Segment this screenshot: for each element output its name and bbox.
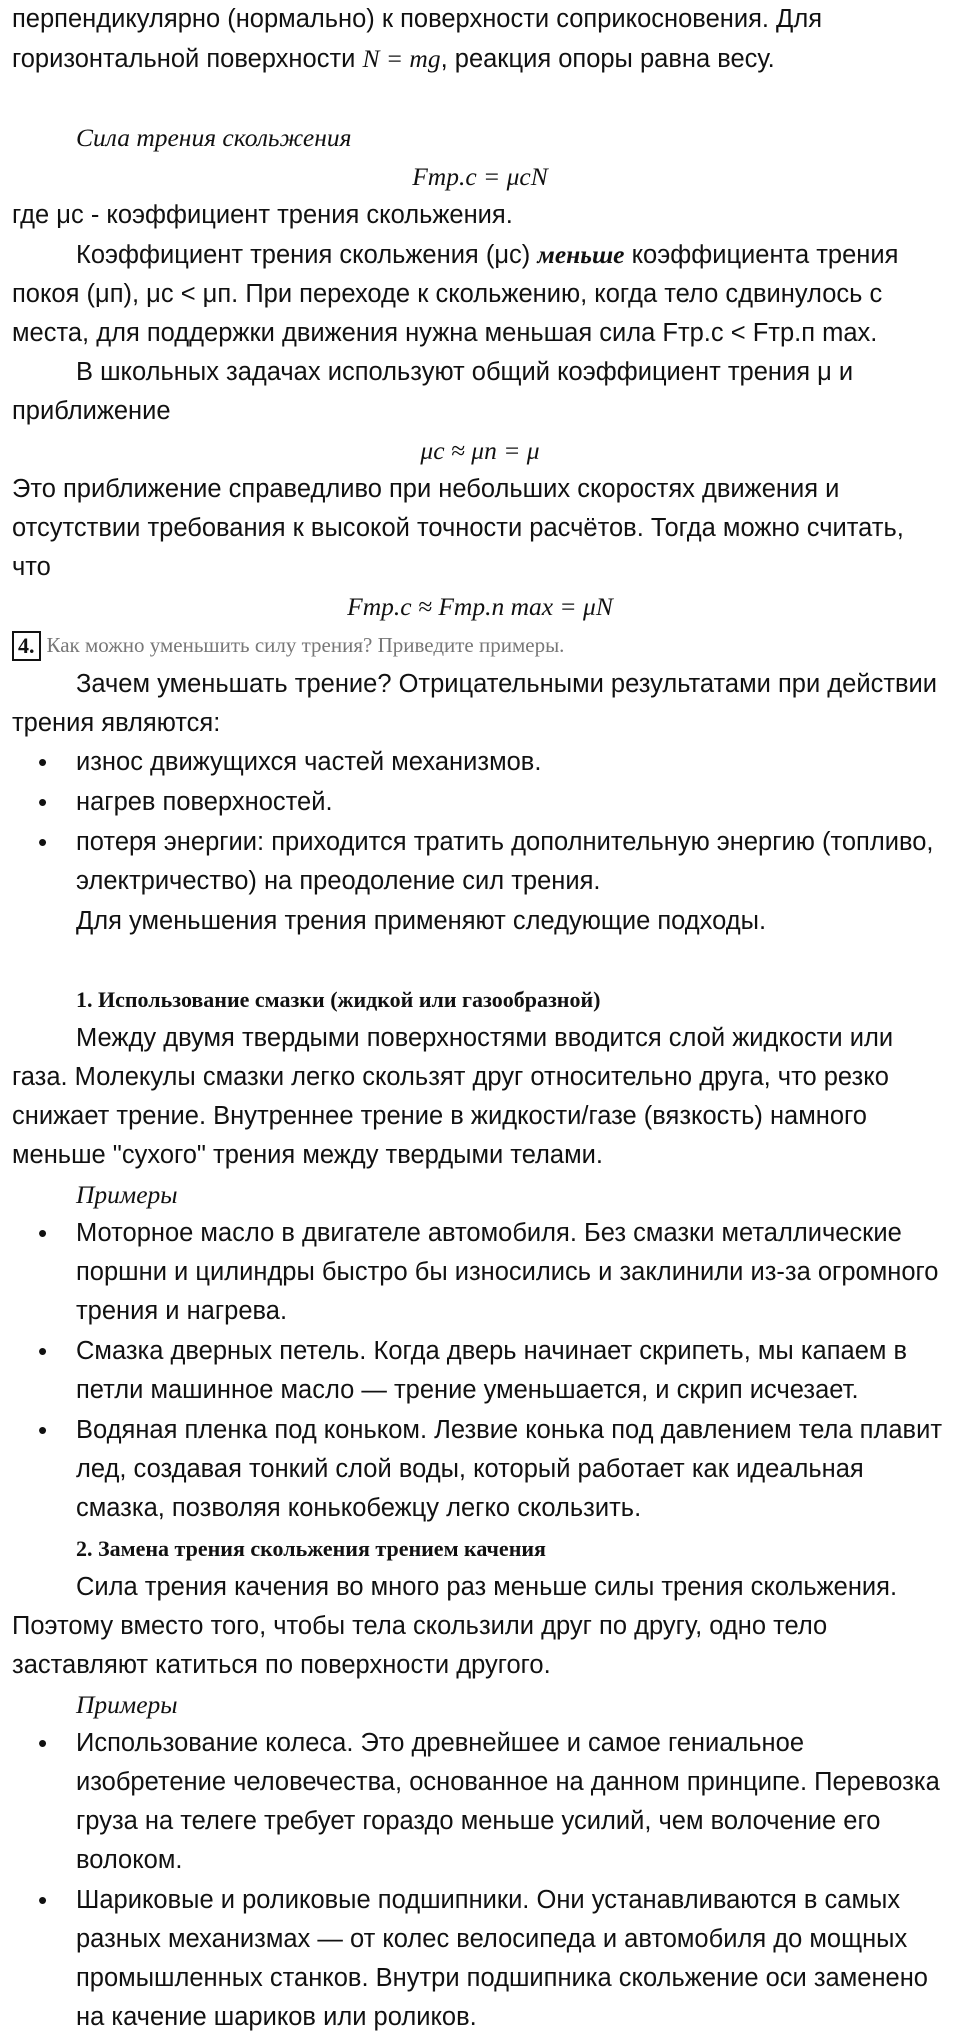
paragraph-line: места, для поддержки движения нужна меньшая сила Fтр.с < Fтр.п max.	[12, 319, 878, 347]
spacer	[12, 941, 948, 980]
paragraph-line: трения являются:	[12, 709, 221, 737]
list-item	[12, 1214, 948, 1331]
paragraph-line: Для уменьшения трения применяют следующие подходы.	[76, 907, 767, 935]
section-heading: 2. Замена трения скольжения трением качения	[76, 1536, 546, 1561]
spacer	[12, 79, 948, 118]
text-span: горизонтальной поверхности	[12, 45, 363, 73]
list-item-text: Шариковые и роликовые подшипники. Они устанавливаются в самых разных механизмах — от колес велосипеда и автомобиля до мощных промышленных станков. Внутри подшипника скольжение оси заменено на качение шариков или роликов.	[76, 1886, 928, 2031]
list-item-text: износ движущихся частей механизмов.	[76, 748, 542, 776]
paragraph-line	[12, 235, 948, 275]
paragraph-line: где μс - коэффициент трения скольжения.	[12, 201, 513, 229]
paragraph-line: перпендикулярно (нормально) к поверхности соприкосновения. Для	[12, 5, 823, 33]
list-item	[12, 783, 948, 822]
question-text: Как можно уменьшить силу трения? Приведите примеры.	[46, 633, 565, 657]
paragraph-line: В школьных задачах используют общий коэффициент трения μ и	[76, 358, 854, 386]
list-item-text: нагрев поверхностей.	[76, 788, 333, 816]
paragraph-line: приближение	[12, 397, 171, 425]
negatives-list	[12, 743, 948, 901]
bullet-icon: •	[38, 1728, 48, 1758]
list-item-text: Водяная пленка под коньком. Лезвие конька под давлением тела плавит лед, создавая тонкий слой воды, который работает как идеальная смазка, позволяя конькобежцу легко скользить.	[76, 1416, 943, 1522]
bullet-icon: •	[38, 787, 48, 817]
formula-inline: N = mg	[362, 44, 441, 73]
subsection-title: Сила трения скольжения	[76, 123, 352, 152]
bullet-icon: •	[38, 1885, 48, 1915]
paragraph-line	[12, 39, 948, 79]
section-heading: 1. Использование смазки (жидкой или газообразной)	[76, 987, 601, 1012]
section-paragraph: Сила трения качения во много раз меньше силы трения скольжения. Поэтому вместо того, чтобы тела скользили друг по другу, одно тело заставляют катиться по поверхности другого.	[12, 1573, 898, 1679]
paragraph-line: что	[12, 553, 51, 581]
document-page	[12, 0, 948, 2038]
paragraph-line: Зачем уменьшать трение? Отрицательными результатами при действии	[76, 670, 938, 698]
list-item	[12, 1724, 948, 1880]
bullet-icon: •	[38, 1415, 48, 1445]
bullet-icon: •	[38, 1218, 48, 1248]
examples-list	[12, 1724, 948, 2037]
text-span: Коэффициент трения скольжения (μс)	[76, 241, 538, 269]
formula-block: Fтр.с ≈ Fтр.п max = μN	[347, 592, 613, 621]
question-number: 4.	[12, 631, 41, 661]
section-paragraph: Между двумя твердыми поверхностями вводится слой жидкости или газа. Молекулы смазки легко скользят друг относительно друга, что резко снижает трение. Внутреннее трение в жидкости/газе (вязкость) намного меньше "сухого" трения между твердыми телами.	[12, 1024, 894, 1169]
text-span: , реакция опоры равна весу.	[440, 45, 775, 73]
bullet-icon: •	[38, 747, 48, 777]
question-row	[12, 626, 948, 665]
paragraph-line: отсутствии требования к высокой точности расчётов. Тогда можно считать,	[12, 514, 904, 542]
emphasis-text: меньше	[537, 240, 625, 269]
list-item-text: Моторное масло в двигателе автомобиля. Без смазки металлические поршни и цилиндры быстро бы износились и заклинили из-за огромного трения и нагрева.	[76, 1219, 939, 1325]
list-item-text: Использование колеса. Это древнейшее и самое гениальное изобретение человечества, основанное на данном принципе. Перевозка груза на телеге требует гораздо меньше усилий, чем волочение его волоком.	[76, 1729, 940, 1874]
formula-block: Fтр.с = μсN	[412, 162, 548, 191]
list-item-text: потеря энергии: приходится тратить дополнительную энергию (топливо, электричество) на преодоление сил трения.	[76, 828, 934, 895]
list-item	[12, 1332, 948, 1410]
paragraph-line: покоя (μп), μс < μп. При переходе к скольжению, когда тело сдвинулось с	[12, 280, 883, 308]
paragraph-line: Это приближение справедливо при небольших скоростях движения и	[12, 475, 840, 503]
examples-label: Примеры	[76, 1690, 178, 1719]
list-item	[12, 823, 948, 901]
bullet-icon: •	[38, 1336, 48, 1366]
examples-label: Примеры	[76, 1180, 178, 1209]
bullet-icon: •	[38, 827, 48, 857]
list-item-text: Смазка дверных петель. Когда дверь начинает скрипеть, мы капаем в петли машинное масло — трение уменьшается, и скрип исчезает.	[76, 1337, 908, 1404]
formula-block: μс ≈ μп = μ	[420, 436, 540, 465]
examples-list	[12, 1214, 948, 1528]
text-span: коэффициента трения	[624, 241, 899, 269]
list-item	[12, 743, 948, 782]
list-item	[12, 1881, 948, 2037]
list-item	[12, 1411, 948, 1528]
